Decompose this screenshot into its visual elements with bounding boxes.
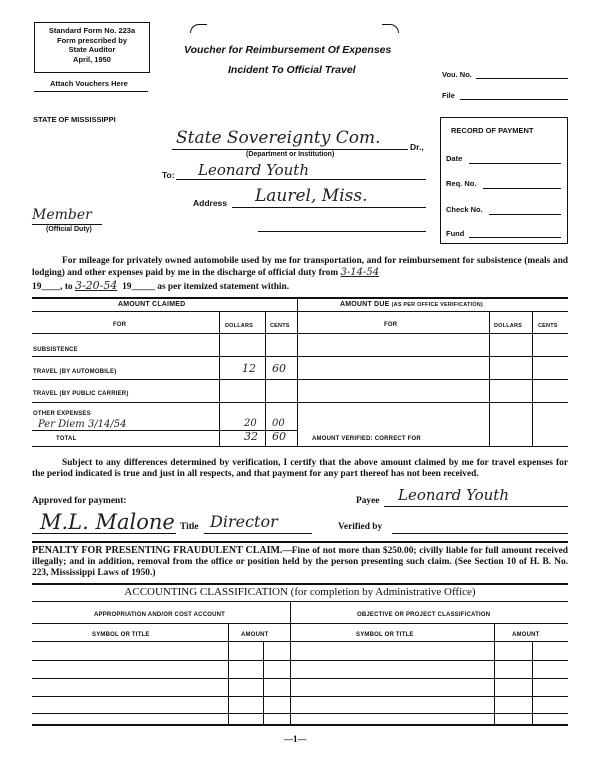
year-prefix-to: 19	[122, 282, 132, 292]
fund-label: Fund	[446, 229, 465, 238]
claimed-cents-header: CENTS	[270, 323, 290, 329]
official-duty-caption: (Official Duty)	[46, 226, 92, 233]
row-travel-auto-label: TRAVEL (BY AUTOMOBILE)	[33, 369, 117, 375]
right-amount-header: AMOUNT	[512, 632, 540, 638]
objective-header: OBJECTIVE OR PROJECT CLASSIFICATION	[357, 612, 491, 618]
row-rule-2	[32, 379, 568, 380]
col-header-rule	[32, 333, 568, 334]
accounting-center-divider	[290, 601, 291, 724]
appropriation-header: APPROPRIATION AND/OR COST ACCOUNT	[94, 612, 226, 618]
address-handwritten: Laurel, Miss.	[255, 186, 368, 206]
claimed-dollars-header: DOLLARS	[225, 323, 253, 329]
amount-due-note: (AS PER OFFICE VERIFICATION)	[391, 302, 483, 308]
penalty-paragraph	[32, 545, 568, 579]
left-amount-divider	[228, 623, 229, 724]
total-label: TOTAL	[56, 436, 77, 442]
due-dollars-header: DOLLARS	[494, 323, 522, 329]
official-duty-handwritten: Member	[32, 207, 92, 223]
title-handwritten: Director	[210, 512, 278, 531]
vou-no-field[interactable]	[476, 78, 568, 79]
record-title: RECORD OF PAYMENT	[451, 126, 534, 135]
department-caption: (Department or Institution)	[246, 151, 335, 158]
claimed-for-header: FOR	[113, 322, 127, 328]
accounting-subtitle: (for completion by Administrative Office)	[290, 586, 476, 598]
amount-claimed-header: AMOUNT CLAIMED	[118, 301, 186, 308]
total-dollars: 32	[244, 430, 258, 443]
staple-mark-left	[190, 24, 207, 33]
from-date-handwritten: 3-14-54	[340, 267, 380, 278]
form-authority: State Auditor	[68, 45, 116, 54]
dr-label: Dr.,	[410, 142, 424, 152]
approved-label: Approved for payment:	[32, 496, 127, 506]
verified-by-line[interactable]	[392, 533, 568, 534]
accounting-bottom-rule	[32, 724, 568, 726]
staple-mark-right	[382, 24, 399, 33]
title-line[interactable]	[204, 533, 312, 534]
year-prefix-from: 19	[32, 282, 42, 292]
date-label: Date	[446, 154, 463, 163]
accounting-row-2	[32, 678, 568, 679]
to-handwritten: Leonard Youth	[198, 161, 309, 179]
itemized-text: as per itemized statement within.	[157, 282, 290, 292]
row-travel-public-label: TRAVEL (BY PUBLIC CARRIER)	[33, 391, 129, 397]
to-date-handwritten: 3-20-54	[74, 279, 118, 292]
duty-long-line	[258, 231, 426, 232]
title-label: Title	[180, 522, 199, 532]
fund-field[interactable]	[469, 237, 561, 238]
accounting-row-3	[32, 696, 568, 697]
row-rule-1	[32, 356, 568, 357]
accounting-title: ACCOUNTING CLASSIFICATION	[124, 586, 288, 598]
file-field[interactable]	[460, 99, 568, 100]
amount-due-header	[340, 301, 483, 308]
date-field[interactable]	[469, 163, 561, 164]
due-cents-header: CENTS	[538, 323, 558, 329]
left-cents-divider	[263, 641, 264, 724]
req-no-field[interactable]	[483, 188, 561, 189]
department-line	[172, 149, 408, 150]
address-line	[232, 207, 426, 208]
accounting-row-4	[32, 713, 568, 714]
accounting-col-rule	[32, 641, 568, 642]
table-header-rule	[32, 311, 568, 312]
attach-line	[34, 91, 148, 92]
tables-divider	[297, 297, 298, 446]
state-label: STATE OF MISSISSIPPI	[33, 115, 116, 124]
other-expenses-handwritten: Per Diem 3/14/54	[38, 419, 127, 430]
vou-no-label: Vou. No.	[442, 70, 472, 79]
form-number-box	[34, 22, 150, 73]
total-cents: 60	[272, 430, 286, 443]
accounting-heading-rule	[32, 601, 568, 602]
other-cents: 00	[272, 418, 285, 429]
other-dollars: 20	[244, 418, 257, 429]
row-rule-3	[32, 402, 568, 403]
left-amount-header: AMOUNT	[241, 632, 269, 638]
right-cents-divider	[532, 641, 533, 724]
payee-signature: Leonard Youth	[398, 486, 509, 504]
accounting-row-1	[32, 660, 568, 661]
accounting-top-rule	[32, 583, 568, 585]
form-subtitle: Incident To Official Travel	[228, 64, 356, 76]
record-of-payment-box	[440, 117, 568, 244]
due-for-header: FOR	[384, 322, 398, 328]
verified-by-label: Verified by	[338, 522, 383, 532]
to-word: to	[64, 282, 73, 292]
accounting-heading	[32, 586, 568, 598]
period-line: 19____, to 3-20-54 19_____ as per itemized statement within.	[32, 279, 290, 292]
table-bottom-rule	[32, 446, 568, 447]
attach-note: Attach Vouchers Here	[50, 79, 128, 88]
travel-auto-dollars: 12	[242, 362, 256, 375]
form-date: April, 1950	[73, 54, 111, 64]
certification-text: Subject to any differences determined by verification, I certify that the above amount claimed by me for travel expenses for the period indicated is true and just in all respects, and that payment for any part thereof has not been received.	[32, 458, 568, 479]
approver-line[interactable]	[32, 533, 176, 534]
file-label: File	[442, 91, 455, 100]
amount-verified-label: AMOUNT VERIFIED: CORRECT FOR	[312, 436, 421, 442]
right-amount-divider	[494, 623, 495, 724]
to-line	[176, 179, 426, 180]
left-symbol-header: SYMBOL OR TITLE	[92, 632, 150, 638]
address-label: Address	[193, 198, 228, 208]
page-number: —1—	[284, 734, 307, 744]
row-subsistence-label: SUBSISTENCE	[33, 347, 78, 353]
travel-auto-cents: 60	[272, 362, 286, 375]
form-title: Voucher for Reimbursement Of Expenses	[184, 44, 392, 56]
form-number: Standard Form No. 223a	[48, 26, 136, 35]
right-symbol-header: SYMBOL OR TITLE	[356, 632, 414, 638]
penalty-heading: PENALTY FOR PRESENTING FRAUDULENT CLAIM.	[32, 545, 283, 556]
department-handwritten: State Sovereignty Com.	[176, 128, 381, 148]
amount-due-title: AMOUNT DUE	[340, 301, 390, 308]
req-no-label: Req. No.	[446, 179, 477, 188]
check-no-field[interactable]	[489, 214, 561, 215]
row-other-label: OTHER EXPENSES	[33, 411, 91, 417]
penalty-top-rule	[32, 541, 568, 543]
table-top-rule	[32, 297, 568, 299]
mileage-paragraph	[32, 256, 568, 279]
approver-signature: M.L. Malone	[40, 510, 175, 534]
payee-label: Payee	[356, 496, 380, 506]
mileage-text: For mileage for privately owned automobile used by me for transportation, and for reimbursement for subsistence (meals and lodging) and other expenses paid by me in the discharge of official duty from	[32, 256, 568, 278]
accounting-sub-rule	[32, 623, 568, 624]
penalty-text: —Fine of not more than $250.00; civilly liable for full amount received illegally; and in addition, removal from the office or position held by the person presenting such claim. (See Section 10 of H. B. No. 223, Mississippi Laws of 1950.)	[32, 546, 569, 578]
check-no-label: Check No.	[446, 205, 483, 214]
payee-line[interactable]	[384, 506, 568, 507]
form-prescribed: Form prescribed by	[56, 35, 128, 45]
official-duty-line	[32, 224, 102, 225]
to-label: To:	[162, 170, 175, 180]
